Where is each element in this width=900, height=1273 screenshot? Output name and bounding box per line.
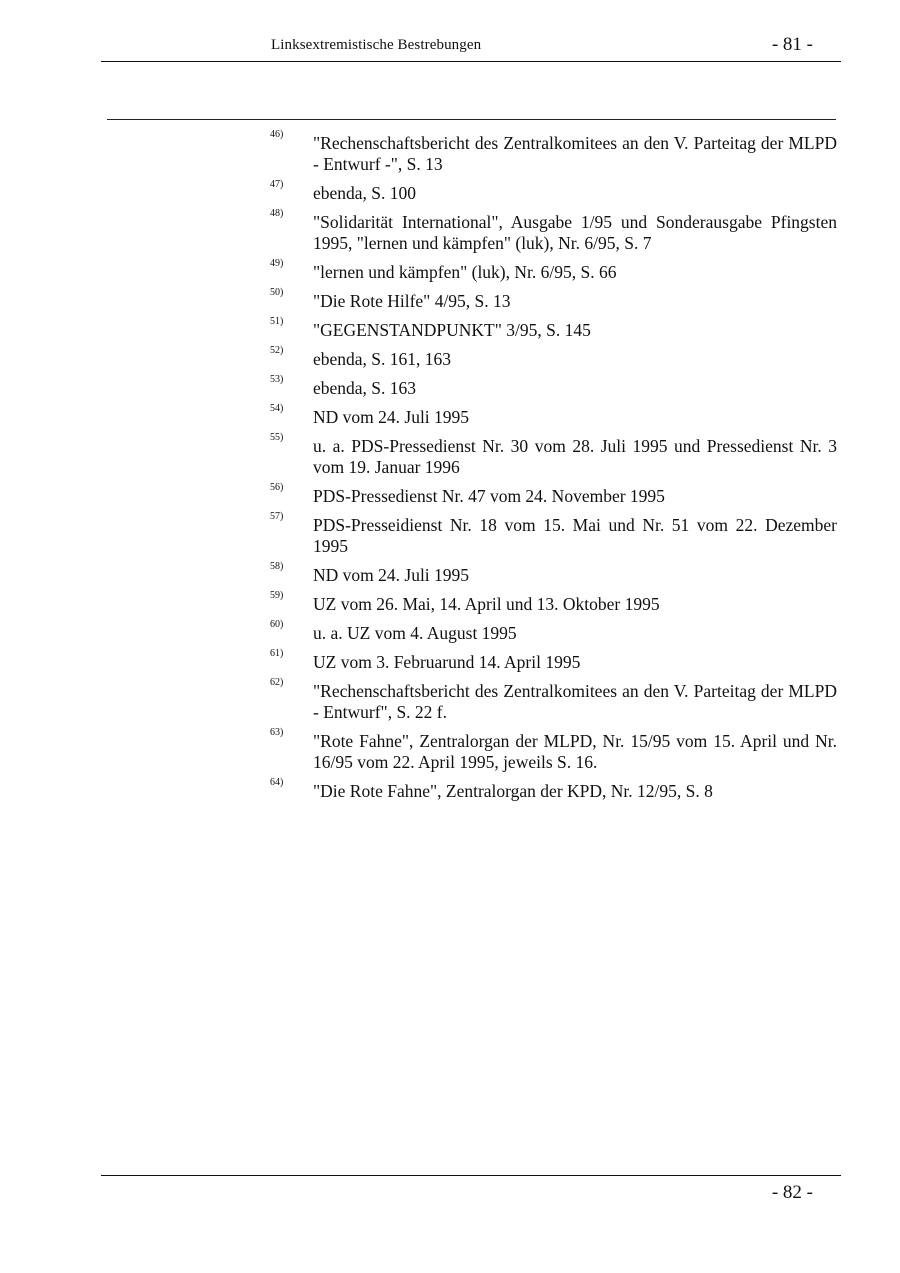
footnote-text: "lernen und kämpfen" (luk), Nr. 6/95, S. 66 (313, 262, 617, 282)
page-footer (101, 1175, 841, 1216)
footnote-text: PDS-Pressedienst Nr. 47 vom 24. November 1995 (313, 486, 665, 506)
footnote-number: 63) (270, 727, 284, 738)
footnote-item (270, 208, 837, 254)
footnote-text: "Rechenschaftsbericht des Zentralkomitees an den V. Parteitag der MLPD - Entwurf -", S. 13 (313, 133, 837, 174)
footnote-text: ND vom 24. Juli 1995 (313, 407, 470, 427)
footnote-item (270, 287, 837, 312)
footnote-text: ebenda, S. 100 (313, 183, 417, 203)
footnote-number: 52) (270, 345, 284, 356)
footnote-text: ND vom 24. Juli 1995 (313, 565, 470, 585)
footnote-text: "Rechenschaftsbericht des Zentralkomitees an den V. Parteitag der MLPD - Entwurf", S. 22 f. (313, 681, 837, 722)
footnote-item (270, 727, 837, 773)
footnote-text: u. a. PDS-Pressedienst Nr. 30 vom 28. Juli 1995 und Pressedienst Nr. 3 vom 19. Januar 1996 (313, 436, 837, 477)
footnote-list (270, 129, 837, 810)
footer-page-number: - 82 - (771, 1182, 813, 1203)
footnote-number: 55) (270, 432, 284, 443)
footnote-text: "Solidarität International", Ausgabe 1/95 und Sonderausgabe Pfingsten 1995, "lernen und kämpfen" (luk), Nr. 6/95, S. 7 (313, 212, 837, 253)
footnote-number: 47) (270, 179, 284, 190)
footnote-item (270, 777, 837, 802)
page-header (101, 33, 841, 62)
footnote-number: 50) (270, 287, 284, 298)
footnote-text: "Die Rote Hilfe" 4/95, S. 13 (313, 291, 511, 311)
footnote-number: 54) (270, 403, 284, 414)
footnote-item (270, 345, 837, 370)
footnote-number: 49) (270, 258, 284, 269)
footnote-number: 62) (270, 677, 284, 688)
footnote-item (270, 129, 837, 175)
footnote-number: 48) (270, 208, 284, 219)
footnote-number: 64) (270, 777, 284, 788)
footnote-text: PDS-Presseidienst Nr. 18 vom 15. Mai und Nr. 51 vom 22. Dezember 1995 (313, 515, 837, 556)
footnote-item (270, 677, 837, 723)
footnote-text: u. a. UZ vom 4. August 1995 (313, 623, 517, 643)
footnote-item (270, 179, 837, 204)
footnote-separator-rule (107, 119, 836, 120)
footnote-item (270, 648, 837, 673)
footnote-item (270, 316, 837, 341)
footnote-number: 53) (270, 374, 284, 385)
footnote-item (270, 482, 837, 507)
footnote-item (270, 374, 837, 399)
footnote-item (270, 561, 837, 586)
footnote-number: 59) (270, 590, 284, 601)
footnote-number: 56) (270, 482, 284, 493)
footnote-number: 57) (270, 511, 284, 522)
footnote-text: "Rote Fahne", Zentralorgan der MLPD, Nr. 15/95 vom 15. April und Nr. 16/95 vom 22. April 1995, jeweils S. 16. (313, 731, 837, 772)
footnote-item (270, 511, 837, 557)
footnote-item (270, 432, 837, 478)
footnote-number: 58) (270, 561, 284, 572)
footnote-item (270, 403, 837, 428)
footnote-number: 60) (270, 619, 284, 630)
footnote-text: UZ vom 26. Mai, 14. April und 13. Oktober 1995 (313, 594, 660, 614)
footnote-number: 61) (270, 648, 284, 659)
footnote-item (270, 258, 837, 283)
footnote-item (270, 619, 837, 644)
footnote-text: "GEGENSTANDPUNKT" 3/95, S. 145 (313, 320, 591, 340)
footnote-text: "Die Rote Fahne", Zentralorgan der KPD, Nr. 12/95, S. 8 (313, 781, 713, 801)
header-page-number: - 81 - (771, 34, 813, 55)
footnote-text: ebenda, S. 161, 163 (313, 349, 452, 369)
footnote-number: 51) (270, 316, 284, 327)
footnote-number: 46) (270, 129, 284, 140)
footnote-item (270, 590, 837, 615)
footnote-text: UZ vom 3. Februarund 14. April 1995 (313, 652, 581, 672)
running-title: Linksextremistische Bestrebungen (271, 37, 482, 53)
footnote-text: ebenda, S. 163 (313, 378, 417, 398)
